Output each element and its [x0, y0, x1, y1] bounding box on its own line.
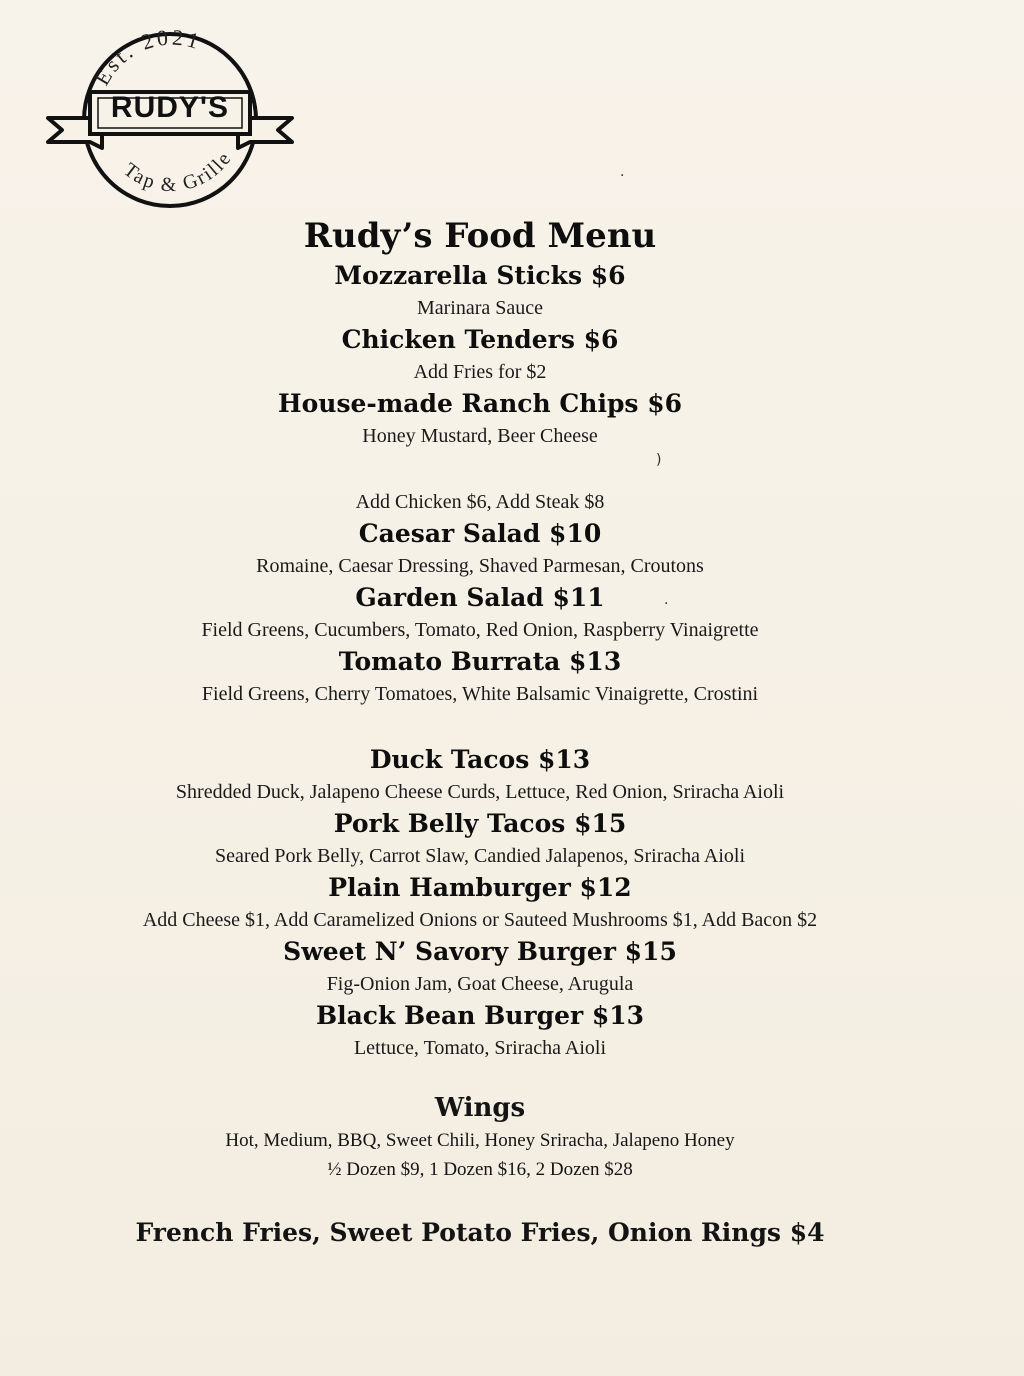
- menu-item-desc: Add Cheese $1, Add Caramelized Onions or Sauteed Mushrooms $1, Add Bacon $2: [142, 909, 818, 931]
- menu-item-name: Plain Hamburger $12: [328, 873, 632, 902]
- menu-item-desc: Field Greens, Cucumbers, Tomato, Red Onion, Raspberry Vinaigrette: [201, 619, 759, 641]
- paper-speck: ): [656, 452, 662, 468]
- menu-item-desc: Seared Pork Belly, Carrot Slaw, Candied Jalapenos, Sriracha Aioli: [214, 845, 746, 867]
- menu-item-desc: Add Fries for $2: [413, 361, 547, 383]
- menu-item-desc: Honey Mustard, Beer Cheese: [362, 425, 598, 447]
- starters-section: [0, 260, 960, 452]
- menu-item-name: Chicken Tenders $6: [341, 325, 619, 354]
- menu-item-name: Black Bean Burger $13: [315, 1001, 645, 1030]
- menu-item-name: Caesar Salad $10: [358, 519, 602, 548]
- restaurant-logo: [40, 20, 300, 210]
- wings-title: Wings: [434, 1093, 526, 1123]
- logo-tagline-text: Tap & Grille: [119, 147, 237, 197]
- menu-item-name: Duck Tacos $13: [369, 745, 591, 774]
- menu-item-name: Garden Salad $11: [355, 583, 605, 612]
- logo-est-text: Est. 2021: [88, 24, 205, 90]
- menu-item-desc: Marinara Sauce: [416, 297, 544, 319]
- wings-prices: ½ Dozen $9, 1 Dozen $16, 2 Dozen $28: [327, 1159, 633, 1180]
- menu-item-name: Pork Belly Tacos $15: [333, 809, 627, 838]
- food-menu: [0, 212, 960, 1250]
- paper-speck: ·: [620, 168, 625, 184]
- sides-line: French Fries, Sweet Potato Fries, Onion Rings $4: [135, 1218, 825, 1247]
- menu-item-desc: Lettuce, Tomato, Sriracha Aioli: [353, 1037, 607, 1059]
- menu-item-name: House-made Ranch Chips $6: [277, 389, 683, 418]
- wings-flavors: Hot, Medium, BBQ, Sweet Chili, Honey Sriracha, Jalapeno Honey: [225, 1130, 735, 1151]
- menu-item-desc: Romaine, Caesar Dressing, Shaved Parmesan, Croutons: [256, 555, 704, 577]
- menu-item-name: Sweet N’ Savory Burger $15: [283, 937, 677, 966]
- menu-item-desc: Shredded Duck, Jalapeno Cheese Curds, Lettuce, Red Onion, Sriracha Aioli: [175, 781, 785, 803]
- salad-addons-note: Add Chicken $6, Add Steak $8: [355, 491, 605, 513]
- menu-item-desc: Fig-Onion Jam, Goat Cheese, Arugula: [326, 973, 634, 995]
- mains-section: [0, 744, 960, 1064]
- menu-item-desc: Field Greens, Cherry Tomatoes, White Balsamic Vinaigrette, Crostini: [201, 683, 759, 705]
- menu-item-name: Tomato Burrata $13: [338, 647, 622, 676]
- paper-speck: ·: [664, 596, 669, 612]
- menu-title: Rudy’s Food Menu: [303, 216, 657, 256]
- wings-section: [0, 1090, 960, 1184]
- menu-item-name: Mozzarella Sticks $6: [334, 261, 626, 290]
- salads-section: [0, 486, 960, 710]
- logo-name: RUDY'S: [110, 91, 230, 124]
